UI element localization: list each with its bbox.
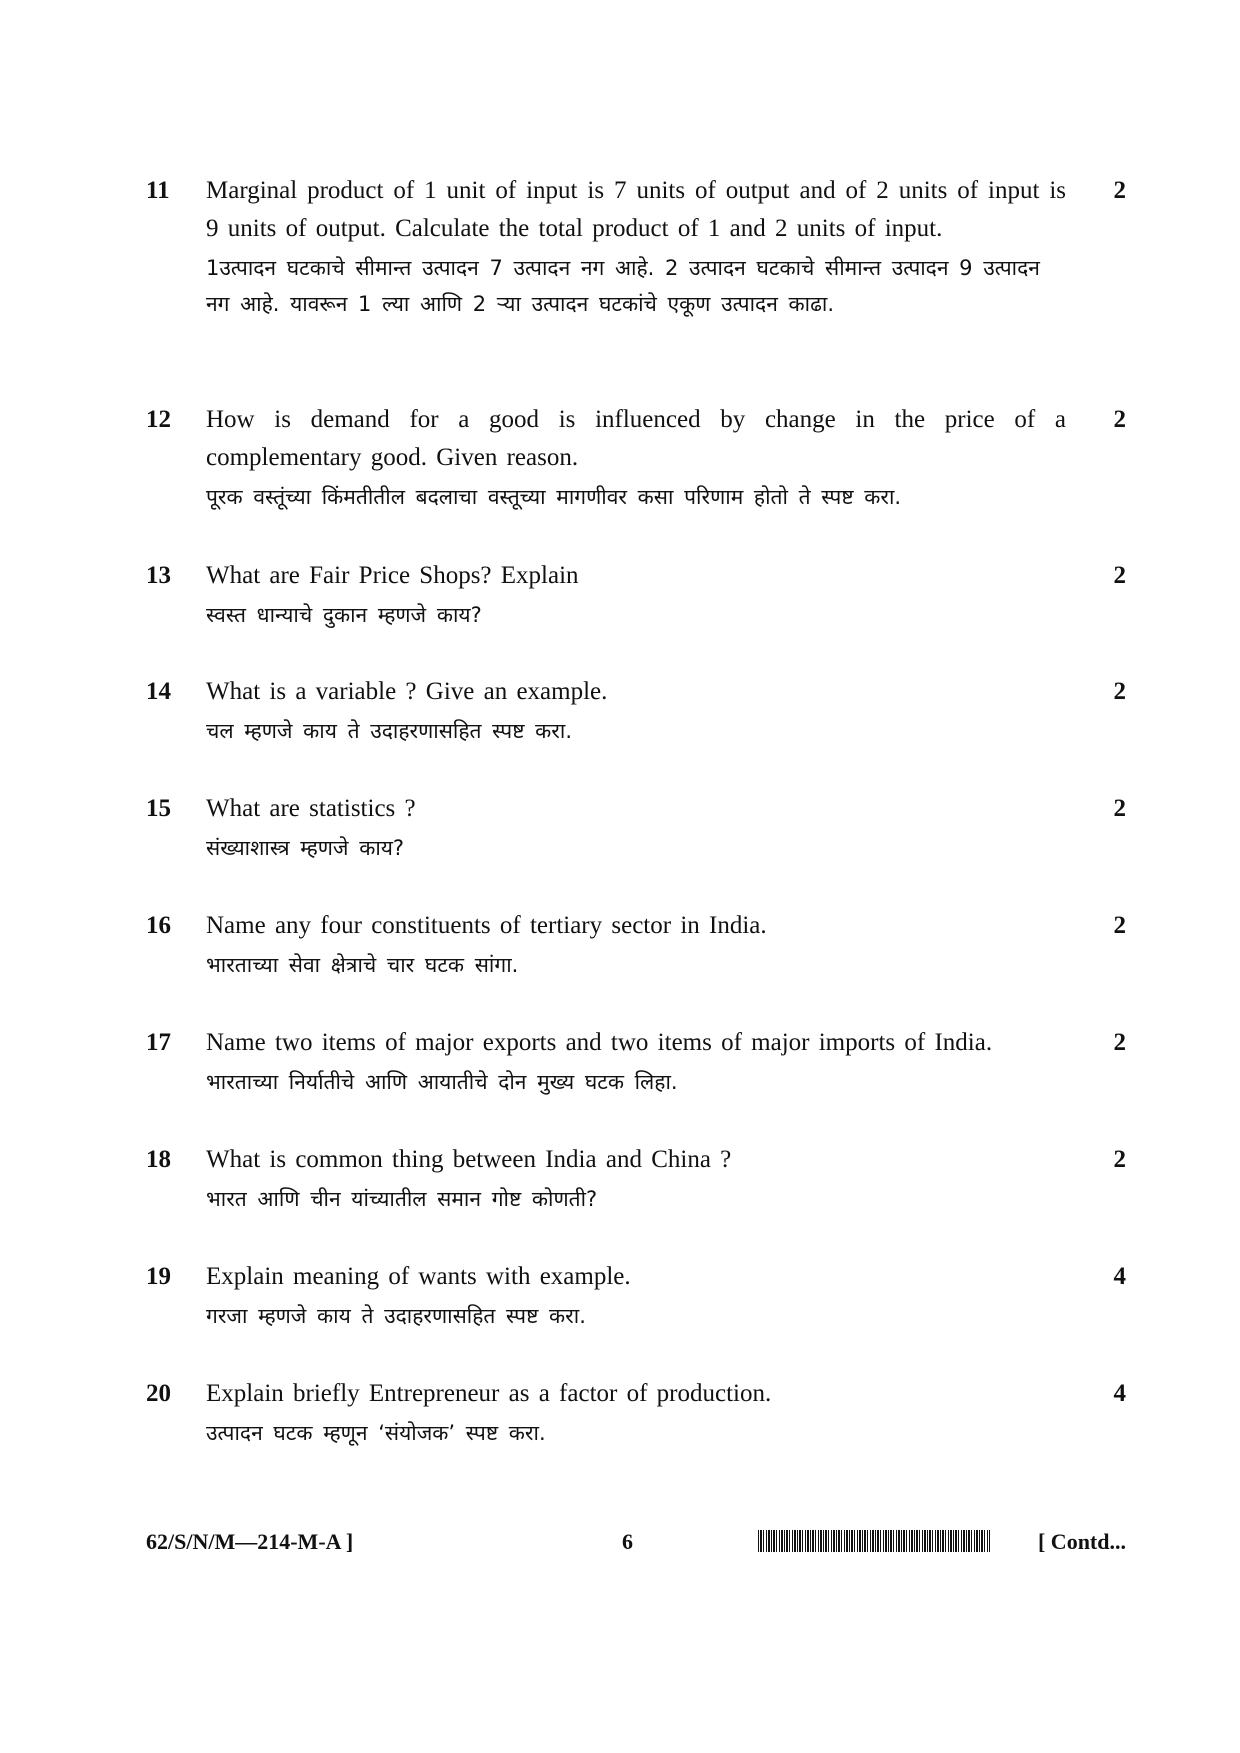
question-number: 19 <box>146 1263 171 1290</box>
question-text-marathi: संख्याशास्त्र म्हणजे काय? <box>206 836 405 860</box>
question-number: 15 <box>146 795 171 822</box>
question-text-english: Explain briefly Entrepreneur as a factor of production. <box>206 1380 772 1407</box>
question-text-english: What are statistics ? <box>206 795 416 822</box>
question-text-marathi: भारत आणि चीन यांच्यातील समान गोष्ट कोणती? <box>206 1187 598 1211</box>
question-marks: 2 <box>1113 678 1126 705</box>
question-body <box>206 673 1066 749</box>
question-text-marathi: भारताच्या निर्यातीचे आणि आयातीचे दोन मुख्य घटक लिहा. <box>206 1070 678 1094</box>
question-marks: 2 <box>1113 1146 1126 1173</box>
question-body <box>206 557 1066 633</box>
question-number: 18 <box>146 1146 171 1173</box>
question-text-marathi: गरजा म्हणजे काय ते उदाहरणासहित स्पष्ट करा. <box>206 1304 586 1328</box>
page-footer <box>146 1524 1126 1560</box>
question-marks: 4 <box>1113 1263 1126 1290</box>
question-body <box>206 172 1066 322</box>
question-text-english: Explain meaning of wants with example. <box>206 1263 631 1290</box>
question-body <box>206 790 1066 866</box>
question-number: 11 <box>146 177 170 204</box>
question-marks: 2 <box>1113 795 1126 822</box>
question-number: 16 <box>146 912 171 939</box>
paper-code: 62/S/N/M—214-M-A ] <box>146 1529 354 1554</box>
question-body <box>206 907 1066 983</box>
question-text-english: Name two items of major exports and two items of major imports of India. <box>206 1029 993 1056</box>
question-number: 17 <box>146 1029 171 1056</box>
question-text-marathi: पूरक वस्तूंच्या किंमतीतील बदलाचा वस्तूच्या मागणीवर कसा परिणाम होतो ते स्पष्ट करा. <box>206 485 902 509</box>
question-number: 14 <box>146 678 171 705</box>
question-number: 13 <box>146 562 171 589</box>
question-text-marathi: चल म्हणजे काय ते उदाहरणासहित स्पष्ट करा. <box>206 719 573 743</box>
question-body <box>206 1375 1066 1451</box>
question-text-marathi: स्वस्त धान्याचे दुकान म्हणजे काय? <box>206 603 482 627</box>
barcode-icon <box>758 1530 990 1552</box>
continued-label: [ Contd... <box>1037 1529 1126 1554</box>
question-marks: 2 <box>1113 562 1126 589</box>
question-text-marathi: भारताच्या सेवा क्षेत्राचे चार घटक सांगा. <box>206 953 519 977</box>
question-text-english: How is demand for a good is influenced by change in the price of a complementary good. Given reason. <box>206 406 1066 471</box>
question-text-english: Marginal product of 1 unit of input is 7 units of output and of 2 units of input is 9 units of output. Calculate the total product of 1 and 2 units of input. <box>206 177 1066 242</box>
question-text-marathi: 1उत्पादन घटकाचे सीमान्त उत्पादन 7 उत्पादन नग आहे. 2 उत्पादन घटकाचे सीमान्त उत्पादन 9 उत्पादन नग आहे. यावरून 1 ल्या आणि 2 ऱ्या उत्पादन घटकांचे एकूण उत्पादन काढा. <box>206 256 1040 316</box>
question-marks: 2 <box>1113 1029 1126 1056</box>
question-body <box>206 1258 1066 1334</box>
question-number: 20 <box>146 1380 171 1407</box>
question-marks: 2 <box>1113 406 1126 433</box>
question-text-english: What is common thing between India and China ? <box>206 1146 732 1173</box>
question-marks: 4 <box>1113 1380 1126 1407</box>
question-text-marathi: उत्पादन घटक म्हणून ‘संयोजक’ स्पष्ट करा. <box>206 1421 546 1445</box>
question-text-english: What is a variable ? Give an example. <box>206 678 608 705</box>
question-marks: 2 <box>1113 177 1126 204</box>
question-body <box>206 1024 1066 1100</box>
question-body <box>206 1141 1066 1217</box>
question-marks: 2 <box>1113 912 1126 939</box>
page-number: 6 <box>622 1529 633 1554</box>
question-text-english: Name any four constituents of tertiary sector in India. <box>206 912 767 939</box>
question-number: 12 <box>146 406 171 433</box>
question-text-english: What are Fair Price Shops? Explain <box>206 562 579 589</box>
question-body <box>206 401 1066 515</box>
